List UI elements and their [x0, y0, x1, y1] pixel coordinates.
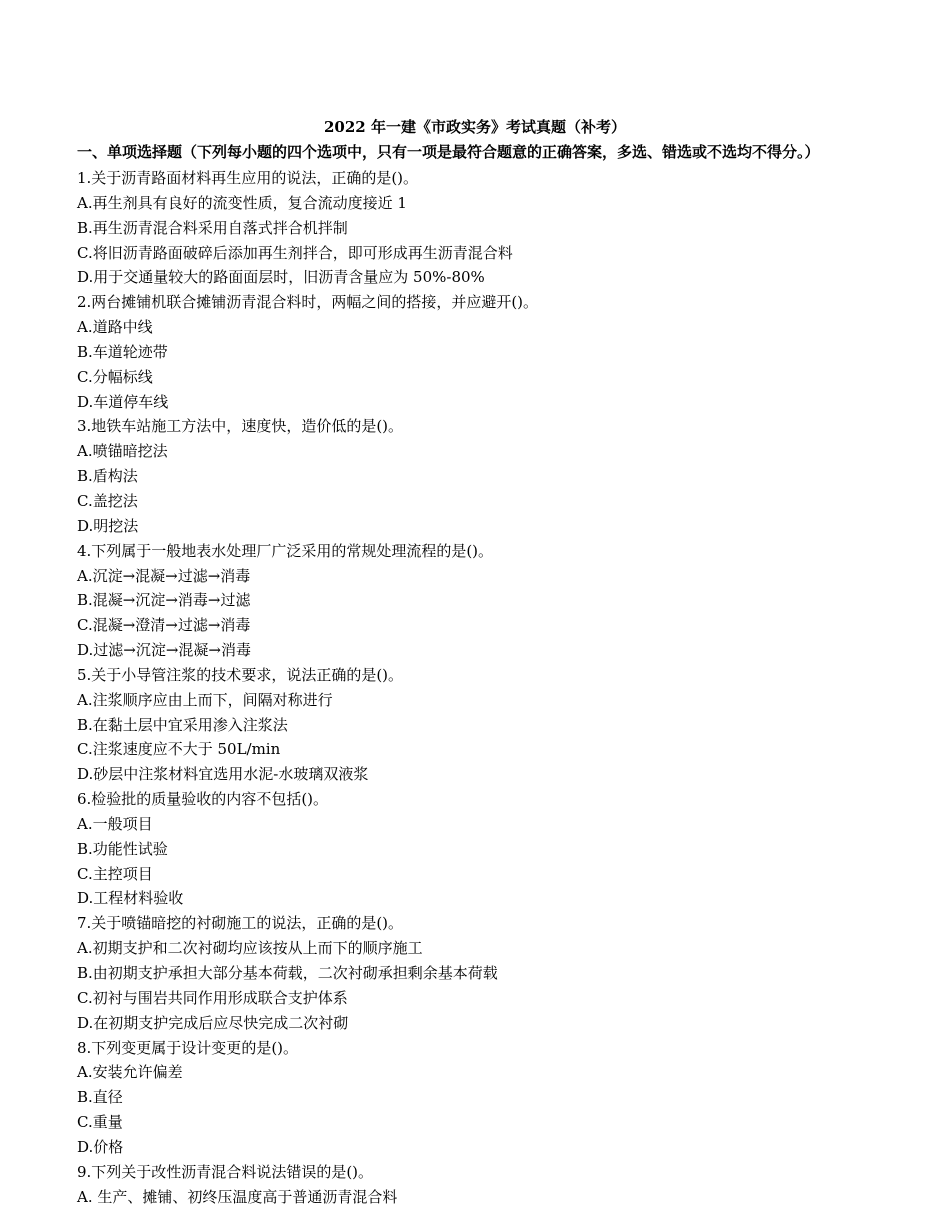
answer-option: D.过滤→沉淀→混凝→消毒 — [77, 641, 251, 660]
answer-option: A.道路中线 — [77, 318, 153, 337]
answer-option: C.混凝→澄清→过滤→消毒 — [77, 616, 251, 635]
page-title: 2022 年一建《市政实务》考试真题（补考） — [324, 118, 626, 136]
answer-option: B.在黏土层中宜采用渗入注浆法 — [77, 715, 288, 734]
question-stem: 9.下列关于改性沥青混合料说法错误的是()。 — [77, 1162, 374, 1181]
answer-option: C.将旧沥青路面破碎后添加再生剂拌合，即可形成再生沥青混合料 — [77, 243, 513, 262]
answer-option: C.初衬与围岩共同作用形成联合支护体系 — [77, 988, 348, 1007]
answer-option: A.初期支护和二次衬砌均应该按从上而下的顺序施工 — [77, 939, 423, 958]
answer-option: C.盖挖法 — [77, 491, 138, 510]
answer-option: B.车道轮迹带 — [77, 342, 168, 361]
answer-option: A.安装允许偏差 — [77, 1063, 183, 1082]
answer-option: B.直径 — [77, 1088, 123, 1107]
question-stem: 4.下列属于一般地表水处理厂广泛采用的常规处理流程的是()。 — [77, 541, 494, 560]
answer-option: B.功能性试验 — [77, 839, 168, 858]
answer-option: C.重量 — [77, 1113, 123, 1132]
answer-option: D.用于交通量较大的路面面层时，旧沥青含量应为 50%-80% — [77, 268, 485, 287]
answer-option: A.喷锚暗挖法 — [77, 442, 168, 461]
question-stem: 1.关于沥青路面材料再生应用的说法，正确的是()。 — [77, 169, 419, 187]
question-stem: 7.关于喷锚暗挖的衬砌施工的说法，正确的是()。 — [77, 914, 404, 933]
answer-option: A.一般项目 — [77, 814, 153, 833]
answer-option: D.价格 — [77, 1137, 124, 1156]
answer-option: D.工程材料验收 — [77, 889, 184, 908]
question-stem: 2.两台摊铺机联合摊铺沥青混合料时，两幅之间的搭接，并应避开()。 — [77, 293, 539, 312]
answer-option: D.车道停车线 — [77, 392, 169, 411]
answer-option: C.主控项目 — [77, 864, 153, 883]
question-stem: 3.地铁车站施工方法中，速度快，造价低的是()。 — [77, 417, 404, 436]
question-list — [77, 166, 877, 1209]
answer-option: B.盾构法 — [77, 467, 138, 486]
question-stem: 5.关于小导管注浆的技术要求，说法正确的是()。 — [77, 665, 404, 684]
answer-option: D.砂层中注浆材料宜选用水泥-水玻璃双液浆 — [77, 765, 369, 784]
question-stem: 8.下列变更属于设计变更的是()。 — [77, 1038, 299, 1057]
answer-option: C.注浆速度应不大于 50L/min — [77, 740, 281, 759]
answer-option: A.再生剂具有良好的流变性质，复合流动度接近 1 — [77, 193, 407, 212]
question-stem: 6.检验批的质量验收的内容不包括()。 — [77, 790, 329, 809]
answer-option: D.明挖法 — [77, 516, 139, 535]
answer-option: B.混凝→沉淀→消毒→过滤 — [77, 591, 251, 610]
section-heading: 一、单项选择题（下列每小题的四个选项中，只有一项是最符合题意的正确答案，多选、错选或不选均不得分。） — [77, 143, 820, 161]
answer-option: B.由初期支护承担大部分基本荷载，二次衬砌承担剩余基本荷载 — [77, 964, 498, 982]
answer-option: A.注浆顺序应由上而下，间隔对称进行 — [77, 690, 333, 709]
answer-option: B.再生沥青混合料采用自落式拌合机拌制 — [77, 218, 348, 237]
answer-option: C.分幅标线 — [77, 367, 153, 386]
answer-option: A. 生产、摊铺、初终压温度高于普通沥青混合料 — [77, 1187, 398, 1206]
answer-option: D.在初期支护完成后应尽快完成二次衬砌 — [77, 1013, 349, 1032]
answer-option: A.沉淀→混凝→过滤→消毒 — [77, 566, 251, 585]
